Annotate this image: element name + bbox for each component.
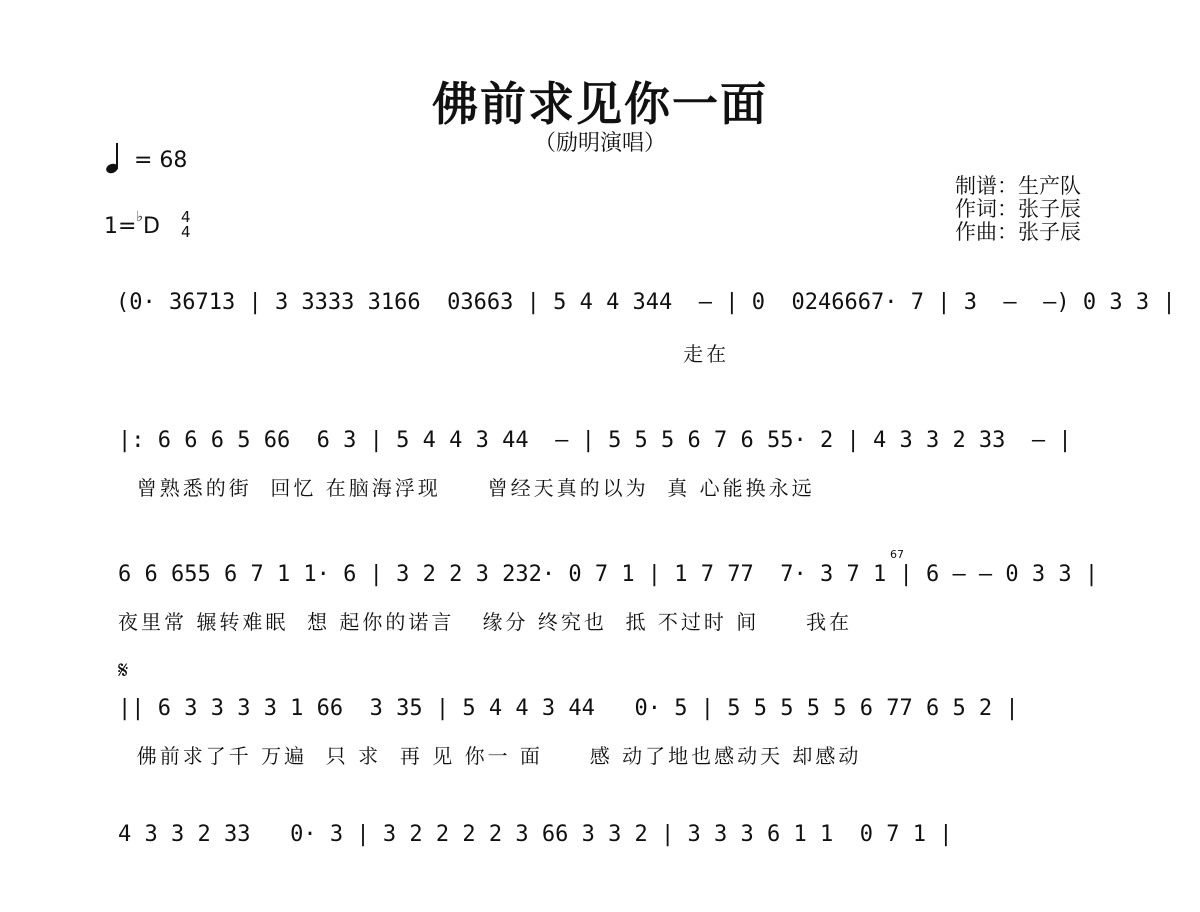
score-row-5 <box>0 822 1200 912</box>
score-line: || 6 3 3 3 3 1 66 3 35 | 5 4 4 3 44 0· 5 | 5 5 5 5 5 6 77 6 5 2 | <box>118 696 1019 721</box>
flat-icon: ♭ <box>136 209 144 225</box>
key-prefix: 1= <box>104 214 137 239</box>
time-top: 4 <box>181 208 191 226</box>
lyric-line: 夜里常 辗转难眠 想 起你的诺言 缘分 终究也 抵 不过时 间 我在 <box>118 610 853 634</box>
time-signature <box>181 210 191 240</box>
score-row-4 <box>0 696 1200 786</box>
credit-transcriber: 制谱：生产队 <box>955 174 1081 198</box>
score-row-3 <box>0 548 1200 652</box>
key-note: D <box>143 214 160 239</box>
lyric-line: 曾熟悉的街 回忆 在脑海浮现 曾经天真的以为 真 心能换永远 <box>118 476 815 500</box>
score-row-2 <box>0 428 1200 518</box>
time-bottom: 4 <box>181 223 191 241</box>
lyric-line: 佛前求了千 万遍 只 求 再 见 你一 面 感 动了地也感动天 却感动 <box>118 744 862 768</box>
key-signature <box>104 208 191 242</box>
score-row-1 <box>0 290 1200 380</box>
credit-lyricist: 作词：张子辰 <box>955 197 1081 221</box>
segno-icon: 𝄋 <box>118 656 129 684</box>
lyric-line: 走在 <box>0 342 730 366</box>
score-line: (0· 36713 | 3 3333 3166 03663 | 5 4 4 344 – | 0 0246667· 7 | 3 – –) 0 3 3 | <box>116 290 1176 315</box>
score-line: 6 6 655 6 7 1 1· 6 | 3 2 2 3 232· 0 7 1 | 1 7 77 7· 3 7 1 | 6 – – 0 3 3 | <box>118 562 1099 587</box>
score-line: 4 3 3 2 33 0· 3 | 3 2 2 2 2 3 66 3 3 2 | 3 3 3 6 1 1 0 7 1 | <box>118 822 953 847</box>
quarter-note-icon <box>106 143 120 173</box>
credit-composer: 作曲：张子辰 <box>955 220 1081 244</box>
score-line: |: 6 6 6 5 66 6 3 | 5 4 4 3 44 – | 5 5 5 6 7 6 55· 2 | 4 3 3 2 33 – | <box>118 428 1072 453</box>
tempo-marking <box>106 143 187 173</box>
tempo-value: = 68 <box>134 148 188 173</box>
ending-mark: 67 <box>890 548 904 561</box>
page-title: 佛前求见你一面 <box>432 77 768 131</box>
subtitle: （励明演唱） <box>533 131 666 156</box>
